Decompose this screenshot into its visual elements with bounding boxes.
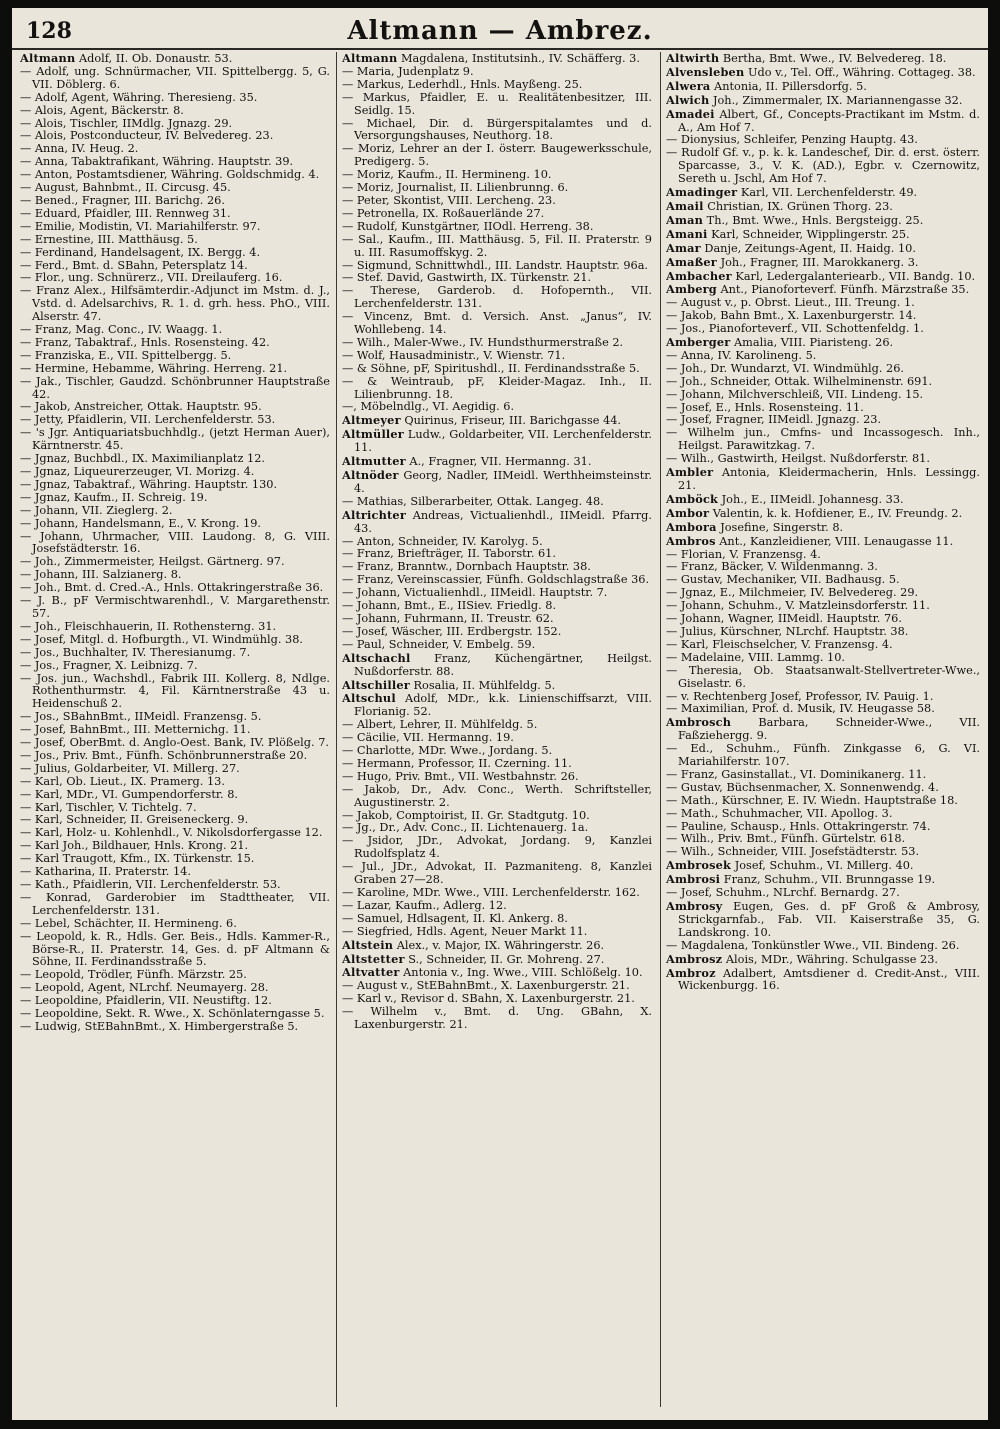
entry-text: Amalia, VIII. Piaristeng. 26. bbox=[734, 336, 894, 350]
entry-text: — Franziska, E., VII. Spittelbergg. 5. bbox=[20, 348, 232, 362]
entry-text: — Sigmund, Schnittwhdl., III. Landstr. Hauptstr. 96a. bbox=[342, 258, 649, 272]
entry-text: — Leopoldine, Pfaidlerin, VII. Neustiftg. 12. bbox=[20, 994, 272, 1008]
entry-text: — 's Jgr. Antiquariatsbuchhdlg., (jetzt Herman Auer), Kärntnerstr. 45. bbox=[20, 426, 330, 453]
directory-entry bbox=[666, 743, 980, 769]
directory-entry bbox=[666, 80, 980, 94]
entry-surname: Ambros bbox=[666, 533, 716, 548]
entry-text: — Jakob, Dr., Adv. Conc., Werth. Schriftsteller, Augustinerstr. 2. bbox=[342, 782, 652, 809]
entry-text: — Johann, III. Salzianerg. 8. bbox=[20, 568, 182, 582]
directory-entry bbox=[666, 716, 980, 743]
entry-text: — Karl, Tischler, V. Tichtelg. 7. bbox=[20, 800, 197, 814]
entry-text: Josefine, Singerstr. 8. bbox=[720, 520, 844, 534]
page-title: Altmann — Ambrez. bbox=[347, 16, 653, 46]
entry-text: Antonia, Kleidermacherin, Hnls. Lessingg. 21. bbox=[678, 466, 980, 492]
directory-entry bbox=[666, 147, 980, 186]
entry-text: — Alois, Tischler, IIMdlg. Jgnazg. 29. bbox=[20, 116, 233, 130]
entry-text: — Adolf, Agent, Währing. Theresieng. 35. bbox=[20, 90, 258, 104]
entry-text: Ant., Pianoforteverf. Fünfh. Märzstraße 35. bbox=[720, 283, 970, 297]
directory-entry bbox=[666, 665, 980, 691]
entry-text: — Paul, Schneider, V. Embelg. 59. bbox=[342, 637, 536, 651]
entry-text: Christian, IX. Grünen Thorg. 23. bbox=[707, 199, 893, 213]
directory-entry bbox=[666, 228, 980, 242]
entry-text: — Rudolf, Kunstgärtner, IIOdl. Herreng. 38. bbox=[342, 219, 594, 233]
entry-text: — Jos. jun., Wachshdl., Fabrik III. Kollerg. 8, Ndlge. Rothenthurmstr. 4, Fil. Kärntnerstraße 43 u. Heidenschuß 2. bbox=[20, 671, 330, 711]
directory-entry bbox=[20, 595, 330, 621]
directory-entry bbox=[342, 652, 652, 679]
entry-text: — Joh., Zimmermeister, Heilgst. Gärtnerg. 97. bbox=[20, 555, 285, 569]
entry-text: Eugen, Ges. d. pF Groß & Ambrosy, Strickgarnfab., Fab. VII. Kaiserstraße 35, G. Landskrong. 10. bbox=[678, 900, 980, 939]
directory-entry bbox=[342, 939, 652, 953]
entry-surname: Altrichter bbox=[342, 507, 406, 522]
directory-entry bbox=[666, 200, 980, 214]
entry-text: — Ludwig, StEBahnBmt., X. Himbergerstraße 5. bbox=[20, 1019, 299, 1033]
entry-text: Alois, MDr., Währing. Schulgasse 23. bbox=[725, 952, 938, 966]
entry-text: — Alois, Postconducteur, IV. Belvedereg. 23. bbox=[20, 129, 274, 143]
entry-text: Karl, Schneider, Wipplingerstr. 25. bbox=[711, 227, 910, 241]
directory-entry bbox=[342, 376, 652, 402]
entry-text: — J. B., pF Vermischtwarenhdl., V. Margarethenstr. 57. bbox=[20, 594, 330, 620]
entry-text: — Jetty, Pfaidlerin, VII. Lerchenfelderstr. 53. bbox=[20, 413, 276, 427]
directory-entry bbox=[666, 108, 980, 135]
entry-text: — Johann, Victualienhdl., IIMeidl. Hauptstr. 7. bbox=[342, 586, 608, 600]
entry-text: — v. Rechtenberg Josef, Professor, IV. Pauig. 1. bbox=[666, 689, 934, 703]
entry-surname: Alwich bbox=[666, 92, 710, 107]
entry-text: — & Weintraub, pF, Kleider-Magaz. Inh., II. Lilienbrunng. 18. bbox=[342, 374, 652, 401]
page-number: 128 bbox=[26, 18, 72, 44]
directory-entry bbox=[342, 469, 652, 496]
entry-text: — Jak., Tischler, Gaudzd. Schönbrunner Hauptstraße 42. bbox=[20, 374, 330, 401]
entry-text: — Josef, E., Hnls. Rosensteing. 11. bbox=[666, 400, 864, 414]
entry-text: — August, Bahnbmt., II. Circusg. 45. bbox=[20, 181, 231, 195]
directory-entry bbox=[666, 256, 980, 270]
directory-entry bbox=[20, 531, 330, 557]
entry-text: — Moriz, Kaufm., II. Hermineng. 10. bbox=[342, 168, 552, 182]
entry-surname: Altstein bbox=[342, 937, 394, 952]
entry-text: — Therese, Garderob. d. Hofopernth., VII. Lerchenfelderstr. 131. bbox=[342, 284, 652, 311]
directory-page bbox=[12, 8, 988, 1420]
entry-text: — Anna, IV. Heug. 2. bbox=[20, 142, 139, 156]
entry-text: Quirinus, Friseur, III. Barichgasse 44. bbox=[404, 414, 621, 428]
entry-text: — Joh., Schneider, Ottak. Wilhelminenstr. 691. bbox=[666, 374, 933, 388]
entry-text: — Franz, Bäcker, V. Wildenmanng. 3. bbox=[666, 560, 878, 574]
directory-entry bbox=[342, 679, 652, 693]
entry-text: Franz, Küchengärtner, Heilgst. Nußdorferstr. 88. bbox=[354, 651, 652, 678]
entry-text: — Johann, Wagner, IIMeidl. Hauptstr. 76. bbox=[666, 612, 902, 626]
directory-entry bbox=[20, 931, 330, 970]
entry-text: — Pauline, Schausp., Hnls. Ottakringerstr. 74. bbox=[666, 819, 931, 833]
directory-entry bbox=[666, 270, 980, 284]
directory-entry bbox=[342, 52, 652, 66]
entry-text: — Moriz, Lehrer an der I. österr. Baugewerksschule, Predigerg. 5. bbox=[342, 142, 652, 169]
page-header bbox=[12, 14, 988, 50]
entry-text: — Wilh., Gastwirth, Heilgst. Nußdorferstr. 81. bbox=[666, 452, 930, 466]
entry-text: — Michael, Dir. d. Bürgerspitalamtes und d. Versorgungshauses, Neuthorg. 18. bbox=[342, 116, 652, 143]
entry-text: — & Söhne, pF, Spiritushdl., II. Ferdinandsstraße 5. bbox=[342, 361, 640, 375]
entry-surname: Altschiller bbox=[342, 677, 410, 692]
entry-text: — Maximilian, Prof. d. Musik, IV. Heugasse 58. bbox=[666, 702, 935, 716]
entry-surname: Ambrosch bbox=[666, 715, 732, 730]
entry-text: — Wilh., Priv. Bmt., Fünfh. Gürtelstr. 618. bbox=[666, 832, 906, 846]
entry-text: Antonia, II. Pillersdorfg. 5. bbox=[714, 79, 867, 93]
directory-entry bbox=[342, 428, 652, 455]
entry-text: — Franz, Gasinstallat., VI. Dominikanerg. 11. bbox=[666, 767, 927, 781]
entry-text: — Math., Kürschner, E. IV. Wiedn. Hauptstraße 18. bbox=[666, 793, 958, 807]
entry-surname: Amberger bbox=[666, 335, 731, 350]
entry-text: — Johann, Bmt., E., IISiev. Friedlg. 8. bbox=[342, 599, 557, 613]
entry-text: Joh., E., IIMeidl. Johannesg. 33. bbox=[721, 492, 904, 506]
entry-text: — Hermine, Hebamme, Währing. Herreng. 21. bbox=[20, 361, 288, 375]
directory-entry bbox=[20, 285, 330, 324]
entry-surname: Altmeyer bbox=[342, 413, 401, 428]
entry-text: — Lebel, Schächter, II. Hermineng. 6. bbox=[20, 916, 237, 930]
entry-text: Danje, Zeitungs-Agent, II. Haidg. 10. bbox=[704, 241, 916, 255]
directory-entry bbox=[342, 118, 652, 144]
entry-text: — Karl Joh., Bildhauer, Hnls. Krong. 21. bbox=[20, 839, 249, 853]
entry-text: — Wolf, Hausadministr., V. Wienstr. 71. bbox=[342, 348, 566, 362]
entry-text: —, Möbelndlg., VI. Aegidig. 6. bbox=[342, 400, 515, 414]
entry-text: — Karl, Ob. Lieut., IX. Pramerg. 13. bbox=[20, 774, 225, 788]
entry-text: — Jul., JDr., Advokat, II. Pazmaniteng. 8, Kanzlei Graben 27—28. bbox=[342, 860, 652, 887]
entry-text: Ludw., Goldarbeiter, VII. Lerchenfelderstr. 11. bbox=[354, 428, 652, 455]
entry-text: — Gustav, Mechaniker, VII. Badhausg. 5. bbox=[666, 573, 900, 587]
entry-text: — Eduard, Pfaidler, III. Rennweg 31. bbox=[20, 206, 231, 220]
entry-text: — Jos., Buchhalter, IV. Theresianumg. 7. bbox=[20, 645, 251, 659]
entry-text: — Ed., Schuhm., Fünfh. Zinkgasse 6, G. VI. Mariahilferstr. 107. bbox=[666, 742, 980, 769]
column-divider bbox=[336, 52, 337, 1407]
entry-surname: Altschachl bbox=[342, 650, 411, 665]
entry-surname: Altmann bbox=[20, 52, 76, 65]
entry-text: — Johann, Schuhm., V. Matzleinsdorferstr. 11. bbox=[666, 599, 930, 613]
entry-text: — Ferdinand, Handelsagent, IX. Bergg. 4. bbox=[20, 245, 261, 259]
directory-entry bbox=[666, 953, 980, 967]
entry-text: — Florian, V. Franzensg. 4. bbox=[666, 547, 821, 561]
entry-text: — Ferd., Bmt. d. SBahn, Petersplatz 14. bbox=[20, 258, 248, 272]
entry-surname: Altmüller bbox=[342, 427, 404, 442]
directory-entry bbox=[342, 861, 652, 887]
directory-entry bbox=[20, 427, 330, 453]
entry-surname: Alvensleben bbox=[666, 64, 745, 79]
entry-text: — Jgnaz, E., Milchmeier, IV. Belvedereg. 29. bbox=[666, 586, 919, 600]
directory-entry bbox=[342, 414, 652, 428]
entry-text: — Petronella, IX. Roßauerlände 27. bbox=[342, 206, 545, 220]
entry-text: — Ernestine, III. Matthäusg. 5. bbox=[20, 232, 198, 246]
directory-entry bbox=[20, 892, 330, 918]
entry-text: — Moriz, Journalist, II. Lilienbrunng. 6. bbox=[342, 181, 569, 195]
entry-text: — Joh., Bmt. d. Cred.-A., Hnls. Ottakringerstraße 36. bbox=[20, 581, 324, 595]
entry-text: — Stef. David, Gastwirth, IX. Türkenstr. 21. bbox=[342, 271, 592, 285]
entry-text: — Jos., Pianoforteverf., VII. Schottenfeldg. 1. bbox=[666, 322, 924, 336]
entry-text: — Franz, Briefträger, II. Taborstr. 61. bbox=[342, 547, 556, 561]
column-middle bbox=[342, 52, 652, 1407]
entry-text: — Hugo, Priv. Bmt., VII. Westbahnstr. 26. bbox=[342, 769, 579, 783]
directory-entry bbox=[342, 692, 652, 719]
entry-text: — Joh., Fleischhauerin, II. Rothensterng. 31. bbox=[20, 619, 277, 633]
entry-text: — Franz, Mag. Conc., IV. Waagg. 1. bbox=[20, 323, 223, 337]
entry-surname: Altmutter bbox=[342, 454, 406, 469]
entry-text: — Wilhelm jun., Cmfns- und Incassogesch. Inh., Heilgst. Parawitzkag. 7. bbox=[666, 426, 980, 453]
directory-entry bbox=[20, 52, 330, 66]
entry-text: Th., Bmt. Wwe., Hnls. Bergsteigg. 25. bbox=[706, 213, 924, 227]
entry-text: — Jsidor, JDr., Advokat, Jordang. 9, Kanzlei Rudolfsplatz 4. bbox=[342, 834, 652, 861]
entry-surname: Altstetter bbox=[342, 951, 405, 966]
directory-entry bbox=[666, 873, 980, 887]
entry-text: — Mathias, Silberarbeiter, Ottak. Langeg. 48. bbox=[342, 494, 604, 508]
entry-text: — Karoline, MDr. Wwe., VIII. Lerchenfelderstr. 162. bbox=[342, 886, 640, 899]
entry-text: Albert, Gf., Concepts-Practikant im Mstm. d. A., Am Hof 7. bbox=[678, 107, 980, 134]
entry-surname: Altnöder bbox=[342, 468, 399, 482]
directory-entry bbox=[666, 535, 980, 549]
entry-text: — Franz, Branntw., Dornbach Hauptstr. 38. bbox=[342, 560, 591, 574]
entry-surname: Ambacher bbox=[666, 268, 732, 283]
entry-surname: Ambor bbox=[666, 505, 710, 520]
entry-text: — Jgnaz, Liqueurerzeuger, VI. Morizg. 4. bbox=[20, 465, 255, 478]
entry-surname: Altmann bbox=[342, 52, 398, 65]
directory-entry bbox=[342, 311, 652, 337]
entry-text: — Charlotte, MDr. Wwe., Jordang. 5. bbox=[342, 744, 553, 758]
entry-surname: Amar bbox=[666, 240, 701, 255]
entry-text: — Siegfried, Hdls. Agent, Neuer Markt 11. bbox=[342, 924, 588, 938]
column-divider bbox=[660, 52, 661, 1407]
directory-entry bbox=[666, 427, 980, 453]
directory-entry bbox=[342, 1006, 652, 1032]
entry-text: — Adolf, ung. Schnürmacher, VII. Spittelbergg. 5, G. VII. Döblerg. 6. bbox=[20, 64, 330, 91]
directory-entry bbox=[666, 52, 980, 66]
entry-text: A., Fragner, VII. Hermanng. 31. bbox=[409, 455, 592, 469]
entry-text: — Johann, Milchverschleiß, VII. Lindeng. 15. bbox=[666, 387, 924, 401]
entry-surname: Amberg bbox=[666, 282, 717, 297]
entry-text: Joh., Fragner, III. Marokkanerg. 3. bbox=[720, 255, 919, 269]
entry-text: — Markus, Lederhdl., Hnls. Mayßeng. 25. bbox=[342, 77, 583, 91]
directory-entry bbox=[342, 966, 652, 980]
directory-entry bbox=[342, 92, 652, 118]
directory-entry bbox=[666, 94, 980, 108]
entry-text: — Anna, IV. Karolineng. 5. bbox=[666, 348, 817, 362]
entry-text: — Lazar, Kaufm., Adlerg. 12. bbox=[342, 898, 507, 912]
entry-text: S., Schneider, II. Gr. Mohreng. 27. bbox=[408, 952, 605, 966]
entry-text: — Jg., Dr., Adv. Conc., II. Lichtenauerg. 1a. bbox=[342, 821, 589, 835]
entry-text: — Rudolf Gf. v., p. k. k. Landeschef, Dir. d. erst. österr. Sparcasse, 3., V. K. (AD.), Egbr. v. Czernowitz, Sereth u. Jschl, Am Hof 7. bbox=[666, 146, 980, 186]
entry-text: — Peter, Skontist, VIII. Lercheng. 23. bbox=[342, 193, 556, 207]
column-right bbox=[666, 52, 980, 1407]
entry-text: — Josef, BahnBmt., III. Metternichg. 11. bbox=[20, 723, 251, 737]
entry-text: — Josef, Wäscher, III. Erdbergstr. 152. bbox=[342, 624, 562, 638]
directory-entry bbox=[342, 143, 652, 169]
directory-entry bbox=[666, 859, 980, 873]
entry-text: — Flor., ung. Schnürerz., VII. Dreilauferg. 16. bbox=[20, 271, 283, 285]
directory-entry bbox=[342, 234, 652, 260]
directory-entry bbox=[666, 66, 980, 80]
entry-text: — Hermann, Professor, II. Czerning. 11. bbox=[342, 756, 572, 770]
entry-text: Bertha, Bmt. Wwe., IV. Belvedereg. 18. bbox=[722, 52, 947, 65]
entry-surname: Ambrosy bbox=[666, 899, 723, 913]
entry-text: — Bened., Fragner, III. Barichg. 26. bbox=[20, 193, 225, 207]
entry-text: — Karl, MDr., VI. Gumpendorferstr. 8. bbox=[20, 787, 238, 801]
entry-text: — Franz, Tabaktraf., Hnls. Rosensteing. 42. bbox=[20, 335, 270, 349]
entry-text: Valentin, k. k. Hofdiener, E., IV. Freundg. 2. bbox=[712, 506, 963, 520]
entry-text: — Johann, VII. Zieglerg. 2. bbox=[20, 503, 173, 517]
entry-surname: Altvatter bbox=[342, 965, 400, 980]
entry-text: — Gustav, Büchsenmacher, X. Sonnenwendg. 4. bbox=[666, 780, 939, 794]
entry-text: Georg, Nadler, IIMeidl. Werthheimsteinstr. 4. bbox=[354, 469, 652, 495]
entry-text: — Franz, Vereinscassier, Fünfh. Goldschlagstraße 36. bbox=[342, 573, 650, 587]
entry-surname: Amadinger bbox=[666, 185, 738, 200]
entry-text: Adolf, MDr., k.k. Linienschiffsarzt, VIII. Florianig. 52. bbox=[354, 692, 652, 719]
directory-entry bbox=[342, 509, 652, 536]
entry-text: — Joh., Dr. Wundarzt, VI. Windmühlg. 26. bbox=[666, 361, 905, 375]
entry-text: — Karl, Fleischselcher, V. Franzensg. 4. bbox=[666, 637, 893, 651]
entry-surname: Amböck bbox=[666, 491, 719, 506]
directory-entry bbox=[342, 835, 652, 861]
entry-text: — Leopold, k. R., Hdls. Ger. Beis., Hdls. Kammer-R., Börse-R., II. Praterstr. 14, Ges. d. pF Altmann & Söhne, II. Ferdinandsstraße 5. bbox=[20, 929, 330, 969]
entry-text: — Markus, Pfaidler, E. u. Realitätenbesitzer, III. Seidlg. 15. bbox=[342, 90, 652, 117]
entry-text: — Anton, Schneider, IV. Karolyg. 5. bbox=[342, 534, 543, 548]
directory-entry bbox=[666, 967, 980, 994]
entry-text: — August v., p. Obrst. Lieut., III. Treung. 1. bbox=[666, 296, 915, 310]
directory-entry bbox=[666, 521, 980, 535]
directory-entry bbox=[666, 493, 980, 507]
entry-text: — Theresia, Ob. Staatsanwalt-Stellvertreter-Wwe., Giselastr. 6. bbox=[666, 663, 980, 690]
directory-entry bbox=[666, 214, 980, 228]
entry-text: Karl, VII. Lerchenfelderstr. 49. bbox=[740, 186, 918, 200]
entry-text: — Samuel, Hdlsagent, II. Kl. Ankerg. 8. bbox=[342, 911, 568, 925]
entry-text: — August v., StEBahnBmt., X. Laxenburgerstr. 21. bbox=[342, 979, 630, 993]
entry-surname: Ambrosek bbox=[666, 858, 732, 873]
entry-text: — Konrad, Garderobier im Stadttheater, VII. Lerchenfelderstr. 131. bbox=[20, 890, 330, 917]
entry-text: Magdalena, Institutsinh., IV. Schäfferg. 3. bbox=[400, 52, 640, 65]
entry-surname: Altwirth bbox=[666, 52, 720, 65]
entry-text: — Jgnaz, Kaufm., II. Schreig. 19. bbox=[20, 490, 208, 504]
column-left bbox=[20, 52, 330, 1407]
entry-text: Franz, Schuhm., VII. Brunngasse 19. bbox=[723, 873, 936, 887]
entry-surname: Amadei bbox=[666, 106, 715, 121]
entry-text: — Leopoldine, Sekt. R. Wwe., X. Schönlaterngasse 5. bbox=[20, 1007, 325, 1021]
entry-text: — Jos., SBahnBmt., IIMeidl. Franzensg. 5. bbox=[20, 710, 262, 724]
entry-text: — Math., Schuhmacher, VII. Apollog. 3. bbox=[666, 806, 893, 820]
entry-text: — Josef, Schuhm., NLrchf. Bernardg. 27. bbox=[666, 886, 900, 900]
entry-text: — Jos., Priv. Bmt., Fünfh. Schönbrunnerstraße 20. bbox=[20, 748, 308, 762]
entry-surname: Ambrosz bbox=[666, 951, 723, 966]
entry-text: — Karl v., Revisor d. SBahn, X. Laxenburgerstr. 21. bbox=[342, 992, 635, 1006]
entry-text: — Jos., Fragner, X. Leibnizg. 7. bbox=[20, 658, 198, 672]
entry-text: — Josef, OberBmt. d. Anglo-Oest. Bank, IV. Plößelg. 7. bbox=[20, 736, 329, 750]
entry-text: — Jakob, Comptoirist, II. Gr. Stadtgutg. 10. bbox=[342, 808, 590, 822]
entry-text: — Anna, Tabaktrafikant, Währing. Hauptstr. 39. bbox=[20, 155, 294, 169]
directory-entry bbox=[666, 283, 980, 297]
entry-text: — Emilie, Modistin, VI. Mariahilferstr. 97. bbox=[20, 219, 261, 233]
entry-text: — Alois, Agent, Bäckerstr. 8. bbox=[20, 103, 184, 117]
entry-text: — Vincenz, Bmt. d. Versich. Anst. „Janus“, IV. Wohllebeng. 14. bbox=[342, 310, 652, 337]
entry-surname: Alwera bbox=[666, 78, 711, 93]
entry-text: — Leopold, Trödler, Fünfh. Märzstr. 25. bbox=[20, 968, 247, 982]
entry-text: Antonia v., Ing. Wwe., VIII. Schlößelg. 10. bbox=[403, 966, 643, 980]
entry-text: — Franz Alex., Hilfsämterdir.-Adjunct im Mstm. d. J., Vstd. d. Adelsarchivs, R. 1. d. grh. hess. PhO., VIII. Alserstr. 47. bbox=[20, 284, 330, 324]
entry-text: Karl, Ledergalanteriearb., VII. Bandg. 10. bbox=[735, 269, 976, 283]
entry-text: — Katharina, II. Praterstr. 14. bbox=[20, 865, 191, 879]
entry-surname: Ambora bbox=[666, 519, 717, 534]
directory-entry bbox=[666, 900, 980, 940]
directory-entry bbox=[342, 784, 652, 810]
entry-text: Josef, Schuhm., VI. Millerg. 40. bbox=[734, 859, 914, 873]
directory-entry bbox=[666, 466, 980, 493]
entry-text: — Josef, Fragner, IIMeidl. Jgnazg. 23. bbox=[666, 413, 882, 427]
entry-text: Rosalia, II. Mühlfeldg. 5. bbox=[413, 678, 556, 692]
entry-surname: Ambler bbox=[666, 465, 714, 480]
entry-text: — Jakob, Anstreicher, Ottak. Hauptstr. 95. bbox=[20, 400, 262, 414]
entry-text: Ant., Kanzleidiener, VIII. Lenaugasse 11. bbox=[719, 534, 954, 548]
directory-entry bbox=[666, 336, 980, 350]
directory-entry bbox=[666, 507, 980, 521]
entry-text: — Karl, Schneider, II. Greiseneckerg. 9. bbox=[20, 813, 249, 827]
entry-text: — Anton, Postamtsdiener, Währing. Goldschmidg. 4. bbox=[20, 168, 320, 182]
directory-entry bbox=[666, 186, 980, 200]
entry-text: — Kath., Pfaidlerin, VII. Lerchenfelderstr. 53. bbox=[20, 878, 281, 891]
entry-text: — Julius, Goldarbeiter, VI. Millerg. 27. bbox=[20, 761, 240, 775]
entry-text: — Karl, Holz- u. Kohlenhdl., V. Nikolsdorfergasse 12. bbox=[20, 826, 323, 840]
entry-text: — Leopold, Agent, NLrchf. Neumayerg. 28. bbox=[20, 981, 269, 995]
directory-entry bbox=[20, 66, 330, 92]
directory-entry bbox=[342, 285, 652, 311]
entry-text: — Wilhelm v., Bmt. d. Ung. GBahn, X. Laxenburgerstr. 21. bbox=[342, 1005, 652, 1032]
directory-entry bbox=[666, 242, 980, 256]
entry-text: — Cäcilie, VII. Hermanng. 19. bbox=[342, 731, 514, 745]
entry-text: — Wilh., Maler-Wwe., IV. Hundsthurmerstraße 2. bbox=[342, 335, 624, 349]
directory-entry bbox=[342, 455, 652, 469]
entry-text: — Magdalena, Tonkünstler Wwe., VII. Bindeng. 26. bbox=[666, 938, 960, 952]
entry-surname: Amani bbox=[666, 226, 708, 241]
entry-text: Adalbert, Amtsdiener d. Credit-Anst., VIII. Wickenburgg. 16. bbox=[678, 966, 980, 993]
entry-text: — Johann, Fuhrmann, II. Treustr. 62. bbox=[342, 611, 554, 625]
entry-text: — Johann, Handelsmann, E., V. Krong. 19. bbox=[20, 516, 262, 530]
entry-text: — Sal., Kaufm., III. Matthäusg. 5, Fil. II. Praterstr. 9 u. III. Rasumoffskyg. 2. bbox=[342, 232, 652, 259]
entry-text: — Albert, Lehrer, II. Mühlfeldg. 5. bbox=[342, 718, 538, 732]
entry-text: — Madelaine, VIII. Lammg. 10. bbox=[666, 650, 845, 664]
entry-text: Joh., Zimmermaler, IX. Mariannengasse 32. bbox=[712, 93, 963, 107]
entry-text: Udo v., Tel. Off., Währing. Cottageg. 38. bbox=[747, 65, 976, 79]
entry-text: — Jgnaz, Tabaktraf., Währing. Hauptstr. 130. bbox=[20, 477, 278, 491]
entry-surname: Aman bbox=[666, 212, 704, 227]
entry-text: Barbara, Schneider-Wwe., VII. Faßziehergg. 9. bbox=[678, 716, 980, 743]
entry-surname: Ambroz bbox=[666, 965, 716, 980]
directory-entry bbox=[342, 953, 652, 967]
entry-surname: Amail bbox=[666, 198, 704, 213]
directory-entry bbox=[20, 1021, 330, 1034]
entry-surname: Amaßer bbox=[666, 254, 717, 269]
entry-text: Adolf, II. Ob. Donaustr. 53. bbox=[78, 52, 233, 65]
entry-text: — Dionysius, Schleifer, Penzing Hauptg. 43. bbox=[666, 133, 918, 147]
entry-text: — Jakob, Bahn Bmt., X. Laxenburgerstr. 14. bbox=[666, 309, 917, 323]
entry-text: — Johann, Uhrmacher, VIII. Laudong. 8, G. VIII. Josefstädterstr. 16. bbox=[20, 529, 330, 556]
entry-surname: Altschul bbox=[342, 691, 396, 706]
entry-text: — Jgnaz, Buchbdl., IX. Maximilianplatz 12. bbox=[20, 452, 265, 466]
entry-text: Andreas, Victualienhdl., IIMeidl. Pfarrg. 43. bbox=[354, 508, 652, 535]
directory-entry bbox=[20, 673, 330, 712]
entry-text: — Julius, Kürschner, NLrchf. Hauptstr. 38. bbox=[666, 624, 909, 638]
entry-text: — Josef, Mitgl. d. Hofburgth., VI. Windmühlg. 38. bbox=[20, 632, 303, 646]
entry-text: — Karl Traugott, Kfm., IX. Türkenstr. 15. bbox=[20, 852, 255, 866]
entry-text: Alex., v. Major, IX. Währingerstr. 26. bbox=[396, 938, 605, 952]
entry-text: — Maria, Judenplatz 9. bbox=[342, 64, 474, 78]
entry-text: — Wilh., Schneider, VIII. Josefstädterstr. 53. bbox=[666, 845, 920, 859]
directory-entry bbox=[20, 376, 330, 402]
entry-surname: Ambrosi bbox=[666, 872, 721, 887]
